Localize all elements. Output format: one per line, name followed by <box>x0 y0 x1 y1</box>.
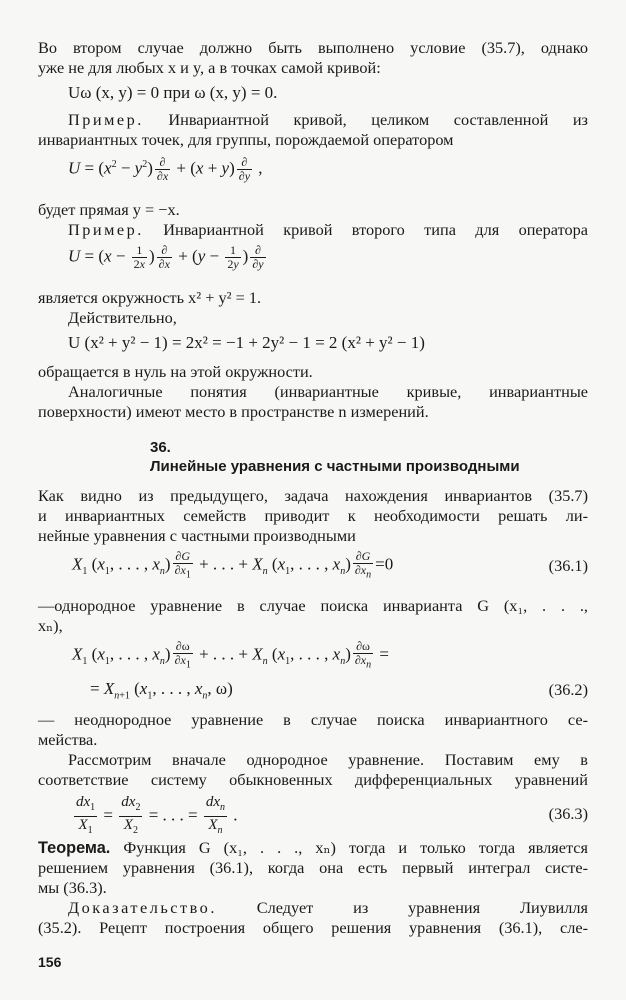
text-line: и инвариантных семейств приводит к необходимости решать ли- <box>38 506 588 525</box>
text-line: Во втором случае должно быть выполнено условие (35.7), однако <box>38 38 588 57</box>
proof-label: Доказательство. <box>68 898 217 917</box>
text-line: поверхности) имеют место в пространстве n измерений. <box>38 402 429 421</box>
text-line: — неоднородное уравнение в случае поиска инвариантного се- <box>38 710 588 729</box>
equation-36-1: $X_1$ ($x_1$, . . . , $x_n$) $\frac{\partial G}{\partial x_1}$ + . . . + $X_n$ ($x_1$, . . . , $x_n$) $\frac{\partial G}{\partial x_n}$ =0 <box>72 549 394 581</box>
text-line: является окружность x² + y² = 1. <box>38 288 262 307</box>
text-line: Как видно из предыдущего, задача нахождения инвариантов (35.7) <box>38 486 588 505</box>
text-line: мейства. <box>38 730 98 749</box>
example-label: Пример. <box>68 110 144 129</box>
text-line: соответствие систему обыкновенных дифференциальных уравнений <box>38 770 588 789</box>
text-span: Следует из уравнения Лиувилля <box>256 898 588 917</box>
text-line: нейные уравнения с частными производными <box>38 526 356 545</box>
equation-number: (36.2) <box>548 680 588 699</box>
equation-number: (36.3) <box>548 804 588 823</box>
text-line: Рассмотрим вначале однородное уравнение. Поставим ему в <box>68 750 588 769</box>
text-line <box>68 220 588 240</box>
text-line: будет прямая y = −x. <box>38 200 180 219</box>
equation-check: U (x² + y² − 1) = 2x² = −1 + 2y² − 1 = 2 (x² + y² − 1) <box>68 333 425 352</box>
equation-condition: Uω (x, y) = 0 при ω (x, y) = 0. <box>68 83 278 102</box>
example-label: Пример. <box>68 220 144 239</box>
text-line: xₙ), <box>38 616 63 635</box>
text-line: обращается в нуль на этой окружности. <box>38 362 313 381</box>
text-line: Действительно, <box>68 308 177 327</box>
section-number: 36. <box>150 439 171 456</box>
text-line: инвариантных точек, для группы, порождаемой оператором <box>38 130 454 149</box>
page-number: 156 <box>38 954 62 970</box>
text-line <box>68 110 588 130</box>
equation-number: (36.1) <box>548 556 588 575</box>
text-line: Аналогичные понятия (инвариантные кривые, инвариантные <box>68 382 588 401</box>
text-span: Инвариантной кривой, целиком составленной из <box>168 110 588 129</box>
section-title: Линейные уравнения с частными производными <box>150 458 520 475</box>
equation-36-2-line-1: $X_1$ ($x_1$, . . . , $x_n$) $\frac{\partial\omega}{\partial x_1}$ + . . . + $X_n$ ($x_1$, . . . , $x_n$) $\frac{\partial\omega}{\partial x_n}$ = <box>72 639 389 671</box>
equation-operator-2: U = (x − $\frac{1}{2x}$ ) ∂ ∂x + (y − $\frac{1}{2y}$ ) ∂ ∂y <box>68 243 264 271</box>
equation-36-2-line-2: = $X_{n+1}$ ($x_1$, . . . , $x_n$, ω) <box>90 679 233 702</box>
text-line: решением уравнения (36.1), когда она есть первый интеграл систе- <box>38 858 588 877</box>
text-line: мы (36.3). <box>38 878 107 897</box>
text-line: (35.2). Рецепт построения общего решения уравнения (36.1), сле- <box>38 918 588 937</box>
text-span: Инвариантной кривой второго типа для оператора <box>163 220 588 239</box>
equation-operator-1: $U = (x^2 - y^2)$ ∂ ∂x + (x + y) ∂ ∂y , <box>68 155 263 184</box>
text-line <box>38 838 588 858</box>
text-line: уже не для любых x и y, а в точках самой кривой: <box>38 58 381 77</box>
equation-36-3: $\frac{dx_1}{X_1}$ = $\frac{dx_2}{X_2}$ = . . . = $dx_n$ $X_n$ . <box>76 794 238 836</box>
text-line: —однородное уравнение в случае поиска инварианта G (x₁, . . ., <box>38 596 588 615</box>
text-span: Функция G (x₁, . . ., xₙ) тогда и только тогда является <box>123 838 588 857</box>
theorem-label: Теорема. <box>38 839 111 857</box>
text-line <box>68 898 588 918</box>
